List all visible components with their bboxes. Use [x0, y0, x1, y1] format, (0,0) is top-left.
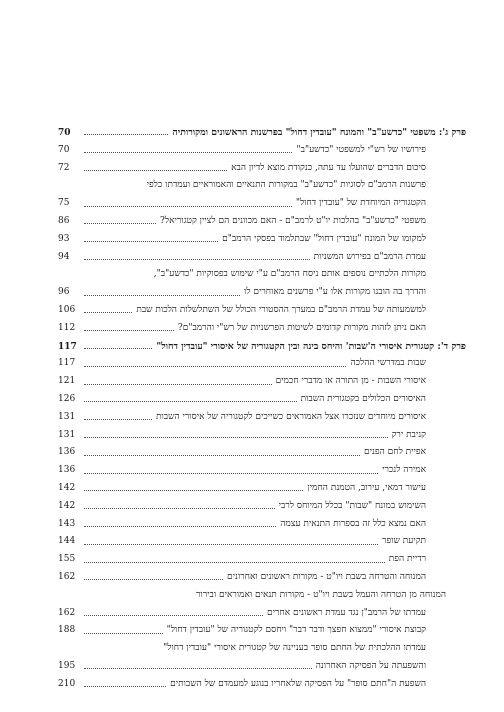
toc-entry-title — [314, 249, 466, 267]
toc-entry-text: פירושיו של רש"י למשפטי "כדשע"ב" — [296, 144, 426, 155]
toc-entry-title — [382, 533, 466, 551]
page-number: 143 — [58, 518, 76, 529]
page-number: 162 — [58, 607, 76, 618]
toc-entry-text: רדיית הפת — [388, 554, 426, 565]
toc-entry-text: עמדתו של הרמב"ן נגד עמדת ראשונים אחרים — [267, 607, 426, 618]
dot-leader — [84, 259, 310, 260]
toc-entry-title — [267, 605, 466, 623]
dot-leader — [84, 312, 132, 313]
toc-entry-title — [156, 409, 466, 427]
toc-entry-title — [316, 658, 466, 676]
toc-entry-row — [58, 249, 466, 267]
page-number: 188 — [58, 625, 76, 636]
toc-entry-title — [244, 284, 466, 302]
toc-entry-text: האיסורים הכלולים בקטגורית השבות — [300, 393, 426, 404]
toc-entry-title — [382, 462, 466, 480]
toc-entry-title — [296, 142, 466, 160]
toc-entry-title — [163, 640, 466, 658]
toc-entry-row — [58, 587, 466, 605]
page-number: 112 — [58, 322, 76, 333]
page-number: 96 — [58, 287, 70, 298]
toc-entry-title — [147, 177, 466, 195]
dot-leader — [84, 579, 223, 580]
dot-leader — [84, 455, 360, 456]
page-number: 70 — [58, 128, 71, 138]
toc-entry-title — [156, 338, 466, 356]
toc-entry-row — [58, 355, 466, 373]
toc-entry-text: סיכום הדברים שהועלו עד עתה, כנקודת מוצא לדיון הבא — [231, 162, 426, 173]
page-number: 126 — [58, 393, 76, 404]
toc-entry-row — [58, 444, 466, 462]
chapter-prefix: פרק ג': — [435, 127, 466, 138]
page-number: 210 — [58, 678, 76, 689]
toc-entry-text: אמירה לנכרי — [382, 465, 426, 476]
toc-entry-title — [280, 516, 466, 534]
page-number: 155 — [58, 554, 76, 565]
toc-entry-text: והדרך בה הובנו מקורות אלו ע"י פרשנים מאוחרים לו — [244, 287, 426, 298]
dot-leader — [84, 330, 174, 331]
toc-entry-text: אפיית לחם הפנים — [364, 447, 426, 458]
page-number: 93 — [58, 233, 70, 244]
toc-entry-row — [58, 195, 466, 213]
toc-chapter-row — [58, 124, 466, 142]
toc-entry-text: והשפעתה על הפסיקה האחרונה — [315, 660, 426, 671]
toc-entry-text: קטגורית איסורי ה'שבות' והיחס בינה ובין הקטגוריה של איסורי "עובדין דחול" — [156, 340, 435, 352]
toc-entry-title — [231, 160, 466, 178]
toc-entry-title — [276, 373, 466, 391]
toc-entry-row — [58, 516, 466, 534]
toc-entry-row — [58, 427, 466, 445]
page-number: 75 — [58, 198, 70, 209]
toc-entry-text: למשמעותה של עמדת הרמב"ם במערך ההסטורי הכולל של השתלשלות הלכות שבת — [136, 304, 426, 315]
dot-leader — [84, 384, 272, 385]
toc-entry-row — [58, 160, 466, 178]
chapter-prefix: פרק ד': — [434, 340, 466, 352]
dot-leader — [84, 437, 388, 438]
toc-entry-row — [58, 302, 466, 320]
toc-entry-title — [307, 480, 466, 498]
page-number: 72 — [58, 162, 70, 173]
toc-entry-title — [389, 551, 466, 569]
page-number: 142 — [58, 500, 76, 511]
toc-entry-row — [58, 658, 466, 676]
page-number: 144 — [58, 536, 76, 547]
toc-entry-row — [58, 177, 466, 195]
toc-entry-title — [222, 231, 466, 249]
toc-entry-title — [136, 302, 466, 320]
toc-entry-row — [58, 622, 466, 640]
toc-chapter-row — [58, 338, 466, 356]
dot-leader — [84, 295, 240, 296]
dot-leader — [84, 526, 276, 527]
page-number: 121 — [58, 376, 76, 387]
dot-leader — [84, 241, 218, 242]
toc-entry-text: האם ניתן לזהות מקורות קדומים לשיטות הפרשניות של רש"י והרמב"ם? — [177, 322, 426, 333]
dot-leader — [84, 490, 303, 491]
dot-leader — [84, 544, 378, 545]
toc-entry-title — [167, 622, 466, 640]
dot-leader — [84, 508, 275, 509]
dot-leader — [84, 170, 227, 171]
toc-entry-text: שבות במדרשי ההלכה — [350, 358, 426, 369]
toc-entry-text: קבוצת איסורי "ממצוא חפצך ודבר דבר" ויחסם לקטגוריה של "עובדין דחול" — [166, 625, 426, 636]
page-number: 117 — [58, 341, 77, 352]
toc-entry-row — [58, 569, 466, 587]
toc-entry-row — [58, 605, 466, 623]
page-number: 131 — [58, 429, 76, 440]
toc-entry-row — [58, 373, 466, 391]
dot-leader — [84, 348, 152, 349]
toc-entry-text: תקיעת שופר — [382, 536, 426, 547]
toc-entry-text: השפעת ה"חתם סופר" על הפסיקה שלאחריו בנוגע למעמדם של השבותים — [170, 678, 426, 689]
page-number: 162 — [58, 571, 76, 582]
toc-entry-row — [58, 266, 466, 284]
toc-entry-row — [58, 391, 466, 409]
page-number: 131 — [58, 411, 76, 422]
toc-entry-text: עישור דמאי, עירוב, הטמנת החמין — [307, 482, 426, 493]
toc-entry-title — [170, 676, 466, 694]
toc-entry-row — [58, 231, 466, 249]
toc-entry-text: הקטגוריה המיוחדת של "עובדין דחול" — [295, 198, 426, 209]
toc-entry-row — [58, 533, 466, 551]
dot-leader — [84, 401, 297, 402]
page-number: 136 — [58, 465, 76, 476]
toc-entry-row — [58, 213, 466, 231]
page-number: 195 — [58, 660, 76, 671]
page-number: 70 — [58, 144, 70, 155]
toc-entry-row — [58, 462, 466, 480]
toc-entry-title — [392, 427, 466, 445]
toc-entry-row — [58, 284, 466, 302]
toc-entry-title — [364, 444, 466, 462]
page-number: 106 — [58, 304, 76, 315]
toc-entry-text: המנוחה והטרחה בשבת ויו"ט - מקורות ראשונים ואחרונים — [227, 571, 426, 582]
dot-leader — [84, 206, 292, 207]
dot-leader — [84, 419, 152, 420]
toc-entry-title — [279, 498, 466, 516]
toc-entry-row — [58, 409, 466, 427]
page-number: 117 — [58, 358, 76, 369]
dot-leader — [84, 134, 168, 135]
toc-entry-text: איסורי השבות - מן התורה או מדברי חכמים — [275, 376, 426, 387]
page-number: 136 — [58, 447, 76, 458]
toc-entry-title — [301, 391, 466, 409]
toc-entry-row — [58, 320, 466, 338]
dot-leader — [84, 366, 346, 367]
toc-entry-text: המנוחה מן הטרחה והעמל בשבת ויו"ט - מקורות תנאים ואמוראים ובירור — [196, 589, 446, 600]
toc-entry-text: קניבת ירק — [391, 429, 426, 440]
toc-entry-text: עמדתו ההלכתית של החתם סופר בעניינה של קטגורית איסורי "עובדין דחול" — [163, 643, 426, 654]
dot-leader — [84, 562, 385, 563]
toc-entry-title — [227, 569, 466, 587]
toc-entry-text: עמדת הרמב"ם בפירוש המשניות — [313, 251, 426, 262]
table-of-contents — [58, 124, 466, 694]
toc-entry-title — [350, 355, 466, 373]
toc-entry-title — [178, 320, 466, 338]
dot-leader — [84, 633, 163, 634]
toc-entry-row — [58, 480, 466, 498]
toc-entry-text: מקורות הלכתיים נוספים אותם ניסח הרמב"ם ע"י שימוש בפסוקיות "כדשע"ב", — [153, 269, 426, 280]
page-number: 142 — [58, 482, 76, 493]
toc-entry-text: השימוש במונח "שבות" בכלל המיוחס לרבי — [278, 500, 426, 511]
toc-entry-text: פרשנות הרמב"ם לסוגיות "כדשע"ב" במקורות התנאיים והאמוראיים ועמדתו כלפי — [146, 180, 426, 191]
toc-entry-text: משפטי "כדשע"ב" והמונח "עובדין דחול" בפרשנות הראשונים ומקורותיה — [172, 127, 436, 138]
toc-entry-title — [160, 213, 466, 231]
toc-entry-text: משפטי "כדשע"ב" בהלכות יו"ט לרמב"ם - האם מכוונים הם לציין קטגוריאל? — [160, 215, 426, 226]
toc-entry-title — [296, 195, 466, 213]
toc-entry-title — [196, 587, 466, 605]
dot-leader — [84, 615, 263, 616]
toc-entry-text: איסורים מיוחדים שנזכרו אצל האמוראים כשייכים לקטגוריה של איסורי השבות — [155, 411, 426, 422]
toc-entry-title — [172, 124, 466, 142]
toc-entry-row — [58, 676, 466, 694]
dot-leader — [84, 473, 378, 474]
toc-entry-text: האם נמצא כלל זה בספרות התנאית עצמה — [280, 518, 426, 529]
dot-leader — [84, 668, 312, 669]
dot-leader — [84, 152, 292, 153]
toc-entry-row — [58, 551, 466, 569]
toc-entry-row — [58, 142, 466, 160]
dot-leader — [84, 686, 166, 687]
dot-leader — [84, 223, 156, 224]
page-number: 94 — [58, 251, 70, 262]
toc-entry-title — [154, 266, 466, 284]
toc-entry-text: למקומו של המונח "עובדין דחול" שבתלמוד בפסקי הרמב"ם — [222, 233, 426, 244]
toc-entry-row — [58, 640, 466, 658]
page-number: 86 — [58, 215, 70, 226]
toc-entry-row — [58, 498, 466, 516]
